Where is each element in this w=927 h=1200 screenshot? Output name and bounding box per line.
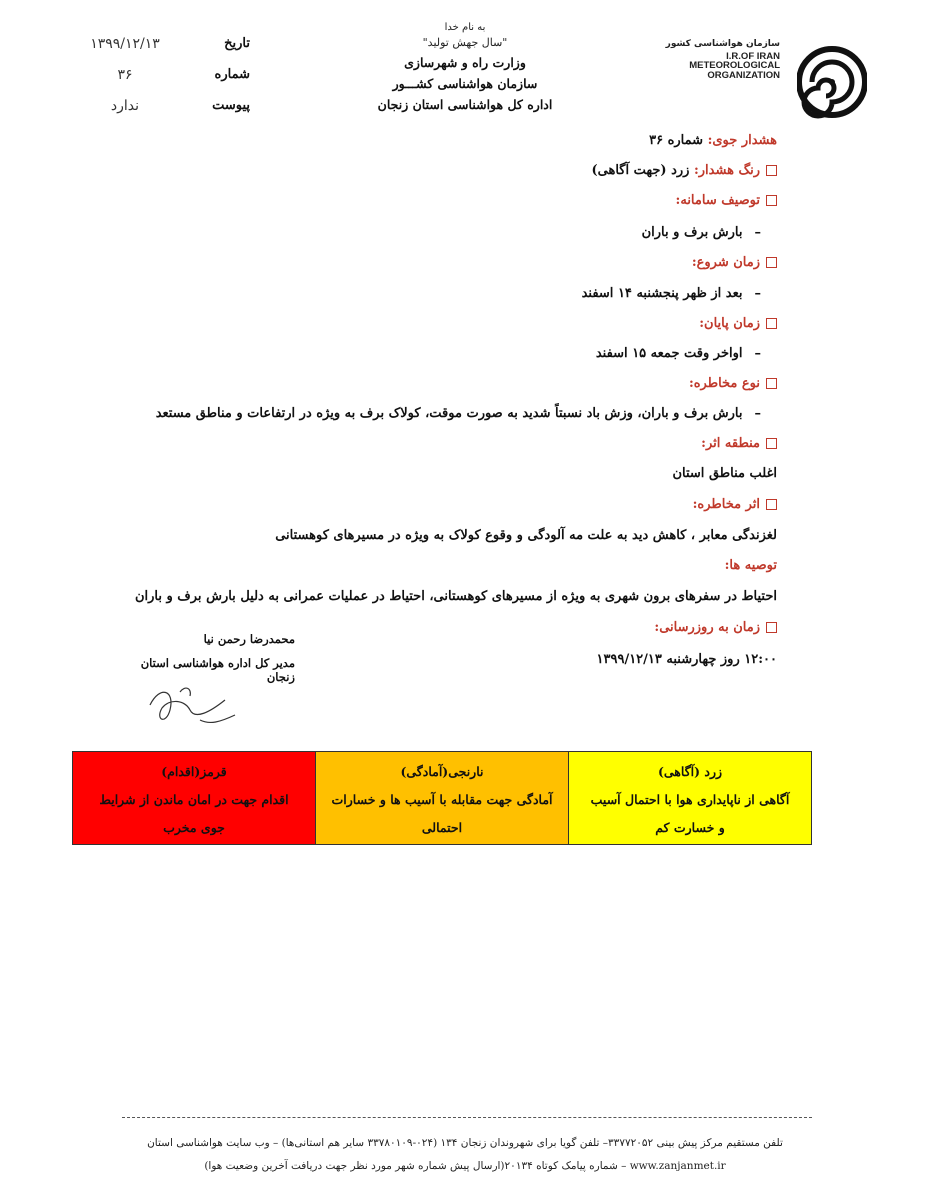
system-description-heading bbox=[676, 193, 777, 208]
start-time-label: زمان شروع: bbox=[691, 255, 760, 270]
hazard-type-heading bbox=[689, 376, 777, 391]
date-row bbox=[70, 36, 250, 67]
checkbox-icon bbox=[766, 318, 777, 329]
system-description: –بارش برف و باران bbox=[641, 225, 761, 240]
warning-title-value: شماره ۳۶ bbox=[649, 133, 704, 148]
warning-levels-table bbox=[72, 751, 812, 845]
level-yellow-desc1: آگاهی از ناپایداری هوا با احتمال آسیب bbox=[590, 792, 790, 807]
organization-name: سازمان هواشناسی کشـــور bbox=[392, 76, 538, 91]
hazard-type-value: بارش برف و باران، وزش باد نسبتاً شدید به صورت موقت، کولاک برف به ویژه در ارتفاعات و مناطق مستعد bbox=[155, 406, 743, 421]
footer-line-1: تلفن مستقیم مرکز پیش بینی ۳۳۷۷۲۰۵۲– تلفن گویا برای شهروندان زنجان ۱۳۴ (۰۲۴-۳۳۷۸۰۱۰۹ سایر هم استانی‌ها) – وب سایت هواشناسی استان bbox=[147, 1137, 783, 1149]
advice-value: احتیاط در سفرهای برون شهری به ویژه از مسیرهای کوهستانی، احتیاط در عملیات عمرانی به دلیل بارش برف و باران bbox=[134, 589, 777, 604]
attachment-label: پیوست bbox=[212, 98, 250, 113]
department-name: اداره کل هواشناسی استان زنجان bbox=[377, 97, 553, 112]
number-value: ۳۶ bbox=[117, 67, 133, 83]
letter-header bbox=[330, 22, 600, 112]
level-orange-desc1: آمادگی جهت مقابله با آسیب ها و خسارات bbox=[331, 792, 553, 807]
date-label: تاریخ bbox=[224, 36, 250, 51]
end-time-label: زمان پایان: bbox=[699, 316, 760, 331]
advice-heading bbox=[725, 558, 777, 573]
affected-area-heading bbox=[701, 436, 777, 451]
checkbox-icon bbox=[766, 438, 777, 449]
warning-title-label: هشدار جوی: bbox=[707, 133, 777, 148]
logo-text-fa: سازمان هواشناسی کشور bbox=[665, 39, 780, 49]
level-orange-title: نارنجی(آمادگی) bbox=[400, 764, 484, 779]
handwritten-signature bbox=[140, 670, 240, 740]
warning-color bbox=[591, 163, 777, 178]
level-red-desc2: جوی مخرب bbox=[163, 820, 225, 835]
affected-area bbox=[672, 466, 777, 481]
affected-area-value: اغلب مناطق استان bbox=[672, 466, 777, 481]
hazard-effect-value: لغزندگی معابر ، کاهش دید به علت مه آلودگی و وقوع کولاک به ویژه در مسیرهای کوهستانی bbox=[275, 528, 777, 543]
hazard-effect-heading bbox=[693, 497, 777, 512]
system-description-label: توصیف سامانه: bbox=[675, 193, 760, 208]
hazard-type-label: نوع مخاطره: bbox=[688, 376, 760, 391]
start-time: –بعد از ظهر پنجشنبه ۱۴ اسفند bbox=[581, 286, 761, 301]
affected-area-label: منطقه اثر: bbox=[701, 436, 760, 451]
update-time bbox=[597, 652, 777, 667]
checkbox-icon bbox=[766, 165, 777, 176]
level-yellow-desc2: و خسارت کم bbox=[655, 820, 725, 835]
checkbox-icon bbox=[766, 378, 777, 389]
signer-name: محمدرضا رحمن نیا bbox=[203, 632, 295, 646]
footer-divider bbox=[122, 1117, 812, 1118]
spiral-logo-icon bbox=[797, 40, 867, 120]
warning-title bbox=[649, 133, 777, 148]
level-red bbox=[73, 752, 315, 844]
end-time-value: اواخر وقت جمعه ۱۵ اسفند bbox=[595, 346, 743, 361]
start-time-value: بعد از ظهر پنجشنبه ۱۴ اسفند bbox=[581, 286, 743, 301]
update-time-label: زمان به روزرسانی: bbox=[654, 620, 760, 635]
advice bbox=[135, 589, 777, 604]
advice-label: توصیه ها: bbox=[724, 558, 777, 573]
logo-text-en3: ORGANIZATION bbox=[707, 69, 780, 81]
level-yellow-title: زرد (آگاهی) bbox=[657, 764, 723, 779]
hazard-effect bbox=[275, 528, 777, 543]
start-time-heading bbox=[692, 255, 777, 270]
footer-line-2: www.zanjanmet.ir – شماره پیامک کوتاه ۲۰۱۳۴(ارسال پیش شماره شهر مورد نظر جهت دریافت آخرین وضعیت هوا) bbox=[204, 1160, 726, 1172]
end-time-heading bbox=[699, 316, 777, 331]
checkbox-icon bbox=[766, 622, 777, 633]
checkbox-icon bbox=[766, 499, 777, 510]
besmellah: به نام خدا bbox=[444, 22, 486, 33]
date-value: ۱۳۹۹/۱۲/۱۳ bbox=[90, 36, 160, 52]
logo-text bbox=[630, 40, 780, 80]
update-time-value: ۱۲:۰۰ روز چهارشنبه ۱۳۹۹/۱۲/۱۳ bbox=[596, 652, 777, 667]
warning-color-label: رنگ هشدار: bbox=[693, 163, 760, 178]
year-motto: "سال جهش تولید" bbox=[422, 36, 508, 49]
number-row bbox=[70, 67, 250, 98]
attachment-value: ندارد bbox=[110, 98, 140, 114]
update-time-heading bbox=[654, 620, 777, 635]
system-description-value: بارش برف و باران bbox=[641, 225, 743, 240]
level-yellow bbox=[568, 752, 811, 844]
checkbox-icon bbox=[766, 195, 777, 206]
level-red-desc1: اقدام جهت در امان ماندن از شرایط bbox=[99, 792, 289, 807]
number-label: شماره bbox=[214, 67, 250, 82]
meteorological-organization-logo bbox=[665, 32, 865, 122]
level-orange-desc2: احتمالی bbox=[421, 820, 463, 835]
letter-meta bbox=[70, 36, 250, 129]
checkbox-icon bbox=[766, 257, 777, 268]
logo-text-en2: METEOROLOGICAL bbox=[689, 60, 780, 71]
logo-text-en1: I.R.OF IRAN bbox=[726, 50, 780, 62]
level-red-title: قرمز(اقدام) bbox=[161, 764, 227, 779]
ministry-name: وزارت راه و شهرسازی bbox=[404, 55, 526, 70]
level-orange bbox=[315, 752, 568, 844]
end-time: –اواخر وقت جمعه ۱۵ اسفند bbox=[595, 346, 761, 361]
warning-color-value: زرد (جهت آگاهی) bbox=[591, 163, 690, 178]
signer-title: مدیر کل اداره هواشناسی استان زنجان bbox=[140, 656, 295, 684]
attachment-row bbox=[70, 98, 250, 129]
hazard-type: –بارش برف و باران، وزش باد نسبتاً شدید به صورت موقت، کولاک برف به ویژه در ارتفاعات و مناطق مستعد bbox=[155, 406, 761, 421]
hazard-effect-label: اثر مخاطره: bbox=[692, 497, 760, 512]
